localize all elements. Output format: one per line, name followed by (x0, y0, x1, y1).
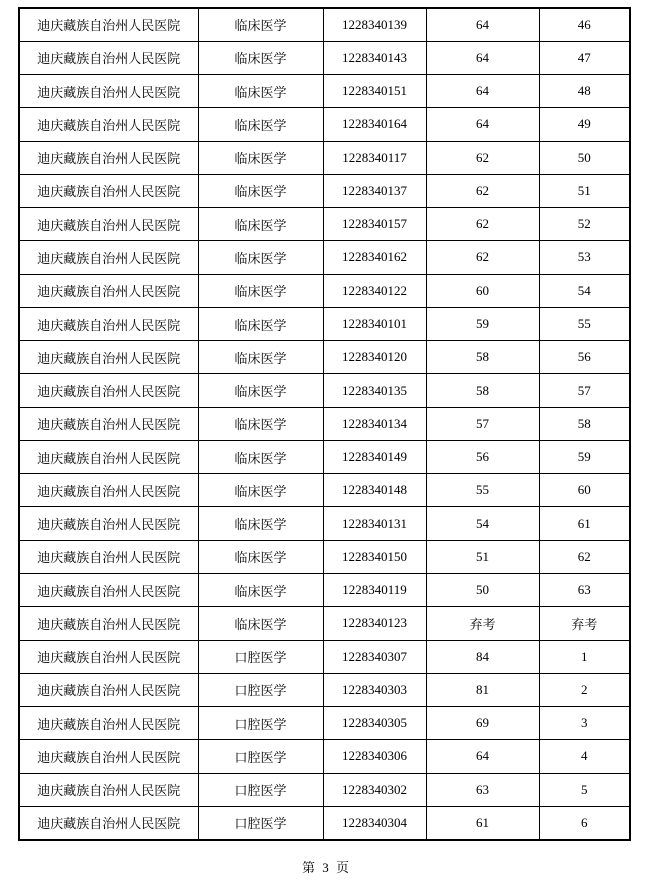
score-cell: 弃考 (426, 607, 539, 640)
score-cell: 69 (426, 707, 539, 740)
hospital-cell: 迪庆藏族自治州人民医院 (19, 773, 198, 806)
candidate-id-cell: 1228340101 (323, 307, 426, 340)
candidate-id-cell: 1228340150 (323, 540, 426, 573)
rank-cell: 52 (539, 208, 630, 241)
table-row (19, 208, 630, 241)
score-cell: 64 (426, 8, 539, 41)
table-row (19, 640, 630, 673)
hospital-cell: 迪庆藏族自治州人民医院 (19, 174, 198, 207)
rank-cell: 54 (539, 274, 630, 307)
major-cell: 临床医学 (198, 507, 323, 540)
hospital-cell: 迪庆藏族自治州人民医院 (19, 75, 198, 108)
table-row (19, 773, 630, 806)
hospital-cell: 迪庆藏族自治州人民医院 (19, 307, 198, 340)
score-cell: 50 (426, 574, 539, 607)
score-cell: 64 (426, 740, 539, 773)
hospital-cell: 迪庆藏族自治州人民医院 (19, 740, 198, 773)
table-row (19, 374, 630, 407)
table-row (19, 474, 630, 507)
major-cell: 临床医学 (198, 474, 323, 507)
rank-cell: 弃考 (539, 607, 630, 640)
table-row (19, 141, 630, 174)
score-cell: 60 (426, 274, 539, 307)
hospital-cell: 迪庆藏族自治州人民医院 (19, 108, 198, 141)
major-cell: 口腔医学 (198, 773, 323, 806)
candidate-id-cell: 1228340134 (323, 407, 426, 440)
results-table (18, 7, 631, 841)
score-cell: 63 (426, 773, 539, 806)
candidate-id-cell: 1228340139 (323, 8, 426, 41)
candidate-id-cell: 1228340148 (323, 474, 426, 507)
rank-cell: 48 (539, 75, 630, 108)
rank-cell: 62 (539, 540, 630, 573)
candidate-id-cell: 1228340120 (323, 341, 426, 374)
score-cell: 64 (426, 41, 539, 74)
table-row (19, 341, 630, 374)
major-cell: 临床医学 (198, 8, 323, 41)
candidate-id-cell: 1228340303 (323, 673, 426, 706)
candidate-id-cell: 1228340137 (323, 174, 426, 207)
score-cell: 62 (426, 174, 539, 207)
hospital-cell: 迪庆藏族自治州人民医院 (19, 440, 198, 473)
rank-cell: 59 (539, 440, 630, 473)
score-cell: 54 (426, 507, 539, 540)
candidate-id-cell: 1228340307 (323, 640, 426, 673)
hospital-cell: 迪庆藏族自治州人民医院 (19, 707, 198, 740)
major-cell: 口腔医学 (198, 740, 323, 773)
rank-cell: 58 (539, 407, 630, 440)
table-row (19, 407, 630, 440)
table-row (19, 740, 630, 773)
candidate-id-cell: 1228340305 (323, 707, 426, 740)
major-cell: 口腔医学 (198, 673, 323, 706)
candidate-id-cell: 1228340123 (323, 607, 426, 640)
rank-cell: 57 (539, 374, 630, 407)
major-cell: 临床医学 (198, 341, 323, 374)
major-cell: 临床医学 (198, 607, 323, 640)
rank-cell: 5 (539, 773, 630, 806)
score-cell: 58 (426, 341, 539, 374)
major-cell: 临床医学 (198, 108, 323, 141)
score-cell: 62 (426, 141, 539, 174)
table-row (19, 174, 630, 207)
score-cell: 56 (426, 440, 539, 473)
score-cell: 64 (426, 75, 539, 108)
table-row (19, 241, 630, 274)
candidate-id-cell: 1228340151 (323, 75, 426, 108)
rank-cell: 47 (539, 41, 630, 74)
major-cell: 临床医学 (198, 274, 323, 307)
rank-cell: 50 (539, 141, 630, 174)
major-cell: 临床医学 (198, 174, 323, 207)
candidate-id-cell: 1228340157 (323, 208, 426, 241)
table-row (19, 274, 630, 307)
major-cell: 临床医学 (198, 574, 323, 607)
hospital-cell: 迪庆藏族自治州人民医院 (19, 507, 198, 540)
major-cell: 临床医学 (198, 540, 323, 573)
hospital-cell: 迪庆藏族自治州人民医院 (19, 540, 198, 573)
hospital-cell: 迪庆藏族自治州人民医院 (19, 640, 198, 673)
candidate-id-cell: 1228340149 (323, 440, 426, 473)
page-number: 第 3 页 (301, 860, 351, 875)
score-cell: 62 (426, 208, 539, 241)
table-row (19, 307, 630, 340)
rank-cell: 55 (539, 307, 630, 340)
major-cell: 临床医学 (198, 374, 323, 407)
rank-cell: 4 (539, 740, 630, 773)
hospital-cell: 迪庆藏族自治州人民医院 (19, 806, 198, 839)
score-cell: 62 (426, 241, 539, 274)
table-row (19, 108, 630, 141)
rank-cell: 6 (539, 806, 630, 839)
candidate-id-cell: 1228340122 (323, 274, 426, 307)
major-cell: 口腔医学 (198, 806, 323, 839)
score-cell: 81 (426, 673, 539, 706)
candidate-id-cell: 1228340135 (323, 374, 426, 407)
major-cell: 口腔医学 (198, 707, 323, 740)
table-row (19, 806, 630, 839)
table-row (19, 8, 630, 41)
rank-cell: 56 (539, 341, 630, 374)
score-cell: 84 (426, 640, 539, 673)
major-cell: 临床医学 (198, 208, 323, 241)
major-cell: 临床医学 (198, 241, 323, 274)
rank-cell: 46 (539, 8, 630, 41)
hospital-cell: 迪庆藏族自治州人民医院 (19, 374, 198, 407)
hospital-cell: 迪庆藏族自治州人民医院 (19, 241, 198, 274)
rank-cell: 1 (539, 640, 630, 673)
candidate-id-cell: 1228340306 (323, 740, 426, 773)
candidate-id-cell: 1228340117 (323, 141, 426, 174)
hospital-cell: 迪庆藏族自治州人民医院 (19, 607, 198, 640)
table-row (19, 607, 630, 640)
hospital-cell: 迪庆藏族自治州人民医院 (19, 407, 198, 440)
rank-cell: 2 (539, 673, 630, 706)
score-cell: 59 (426, 307, 539, 340)
rank-cell: 60 (539, 474, 630, 507)
score-cell: 51 (426, 540, 539, 573)
major-cell: 临床医学 (198, 440, 323, 473)
table-row (19, 673, 630, 706)
candidate-id-cell: 1228340143 (323, 41, 426, 74)
score-cell: 57 (426, 407, 539, 440)
table-row (19, 75, 630, 108)
table-row (19, 440, 630, 473)
candidate-id-cell: 1228340302 (323, 773, 426, 806)
hospital-cell: 迪庆藏族自治州人民医院 (19, 41, 198, 74)
candidate-id-cell: 1228340119 (323, 574, 426, 607)
hospital-cell: 迪庆藏族自治州人民医院 (19, 8, 198, 41)
hospital-cell: 迪庆藏族自治州人民医院 (19, 141, 198, 174)
major-cell: 口腔医学 (198, 640, 323, 673)
score-cell: 58 (426, 374, 539, 407)
rank-cell: 51 (539, 174, 630, 207)
score-cell: 55 (426, 474, 539, 507)
table-row (19, 41, 630, 74)
hospital-cell: 迪庆藏族自治州人民医院 (19, 673, 198, 706)
rank-cell: 3 (539, 707, 630, 740)
table-row (19, 540, 630, 573)
rank-cell: 61 (539, 507, 630, 540)
rank-cell: 63 (539, 574, 630, 607)
score-cell: 64 (426, 108, 539, 141)
major-cell: 临床医学 (198, 307, 323, 340)
major-cell: 临床医学 (198, 141, 323, 174)
major-cell: 临床医学 (198, 407, 323, 440)
hospital-cell: 迪庆藏族自治州人民医院 (19, 574, 198, 607)
candidate-id-cell: 1228340131 (323, 507, 426, 540)
hospital-cell: 迪庆藏族自治州人民医院 (19, 208, 198, 241)
hospital-cell: 迪庆藏族自治州人民医院 (19, 274, 198, 307)
table-row (19, 707, 630, 740)
table-row (19, 574, 630, 607)
candidate-id-cell: 1228340162 (323, 241, 426, 274)
hospital-cell: 迪庆藏族自治州人民医院 (19, 474, 198, 507)
candidate-id-cell: 1228340304 (323, 806, 426, 839)
table-row (19, 507, 630, 540)
major-cell: 临床医学 (198, 75, 323, 108)
candidate-id-cell: 1228340164 (323, 108, 426, 141)
results-table-body (19, 8, 630, 840)
rank-cell: 49 (539, 108, 630, 141)
hospital-cell: 迪庆藏族自治州人民医院 (19, 341, 198, 374)
major-cell: 临床医学 (198, 41, 323, 74)
score-cell: 61 (426, 806, 539, 839)
rank-cell: 53 (539, 241, 630, 274)
